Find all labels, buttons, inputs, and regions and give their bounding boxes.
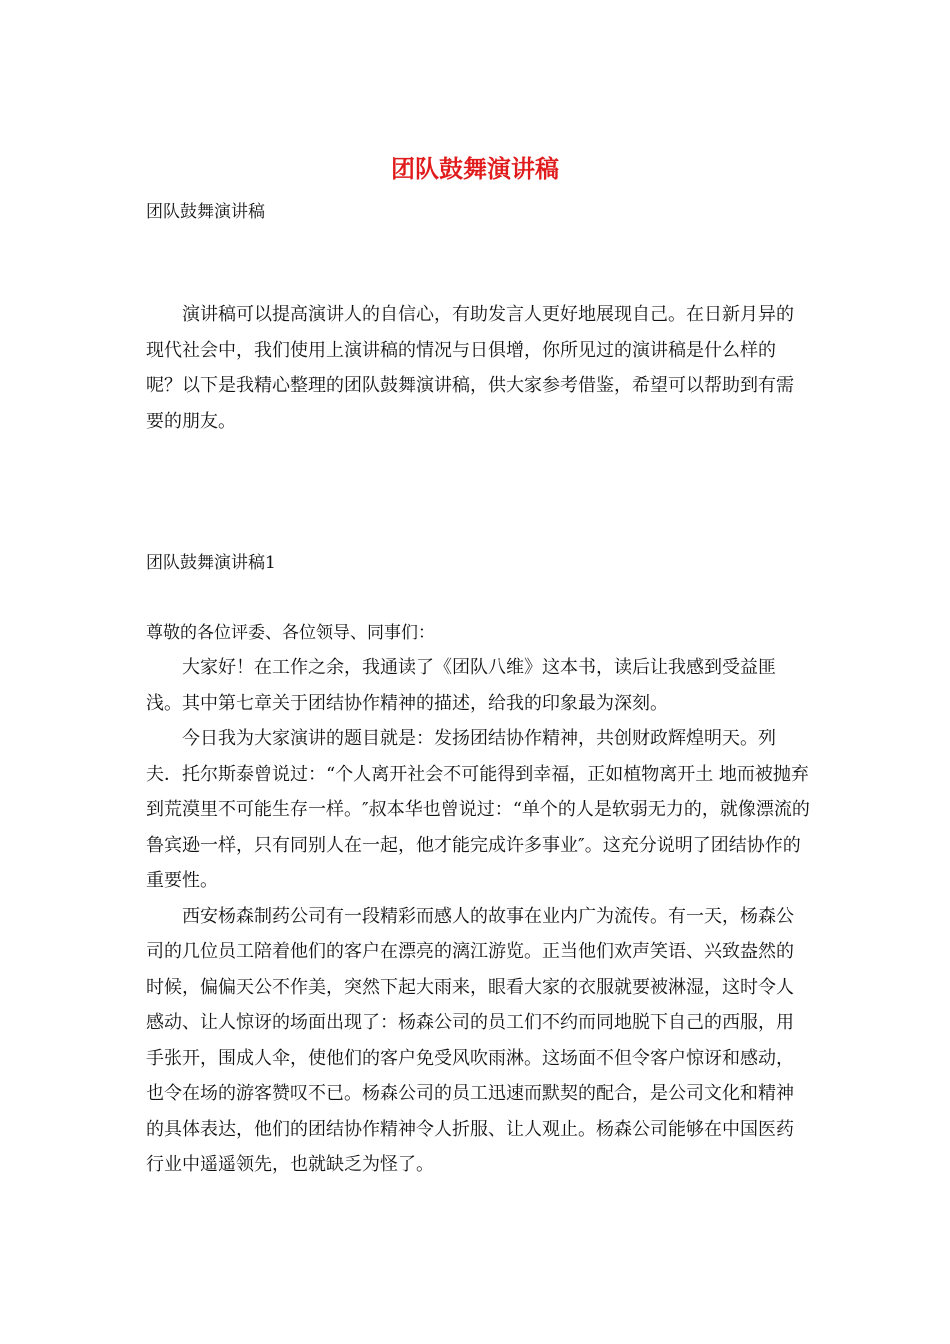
body-paragraph: 西安杨森制药公司有一段精彩而感人的故事在业内广为流传。有一天，杨森公司的几位员工陪着他们的客户在漂亮的漓江游览。正当他们欢声笑语、兴致盎然的时候，偏偏天公不作美，突然下起大雨来，眼看大家的衣服就要被淋湿，这时令人感动、让人惊讶的场面出现了：杨森公司的员工们不约而同地脱下自己的西服，用手张开，围成人伞，使他们的客户免受风吹雨淋。这场面不但令客户惊讶和感动，也令在场的游客赞叹不已。杨森公司的员工迅速而默契的配合，是公司文化和精神的具体表达，他们的团结协作精神令人折服、让人观止。杨森公司能够在中国医药行业中遥遥领先，也就缺乏为怪了。 (146, 905, 794, 1175)
intro-section (146, 297, 810, 439)
document-subtitle: 团队鼓舞演讲稿 (146, 202, 265, 222)
document-title: 团队鼓舞演讲稿 (391, 155, 559, 183)
body-paragraph: 大家好！在工作之余，我通读了《团队八维》这本书，读后让我感到受益匪浅。其中第七章关于团结协作精神的描述，给我的印象最为深刻。 (146, 657, 776, 714)
intro-paragraph: 演讲稿可以提高演讲人的自信心，有助发言人更好地展现自己。在日新月异的现代社会中，我们使用上演讲稿的情况与日俱增，你所见过的演讲稿是什么样的呢？以下是我精心整理的团队鼓舞演讲稿，供大家参考借鉴，希望可以帮助到有需要的朋友。 (146, 304, 794, 432)
salutation: 尊敬的各位评委、各位领导、同事们： (146, 623, 435, 643)
speech-body (146, 650, 810, 1183)
body-paragraph: 今日我为大家演讲的题目就是：发扬团结协作精神，共创财政辉煌明天。列夫．托尔斯泰曾说过：“个人离开社会不可能得到幸福，正如植物离开土 地而被抛弃到荒漠里不可能生存一样。″叔本华也曾说过：“单个的人是软弱无力的，就像漂流的鲁宾逊一样，只有同别人在一起，他才能完成许多事业″。这充分说明了团结协作的重要性。 (146, 728, 810, 891)
section-heading: 团队鼓舞演讲稿1 (146, 553, 276, 573)
